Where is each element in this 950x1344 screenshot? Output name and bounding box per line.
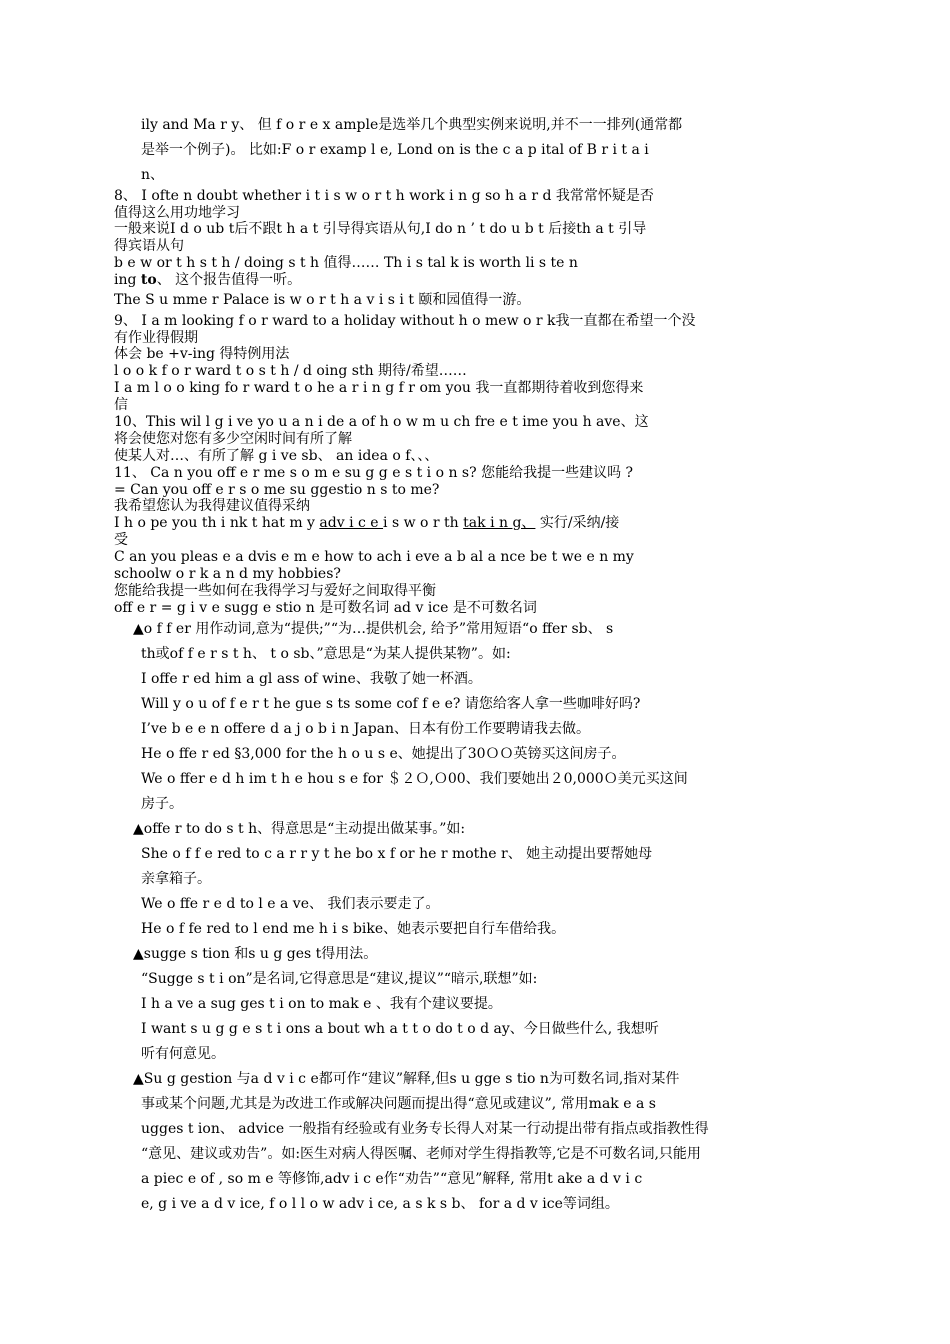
text-line: ▲o f f er 用作动词,意为“提供;”“为…提供机会, 给予”常用短语“o ffer sb、 s bbox=[133, 621, 614, 637]
text-line: He o f fe red to l end me h i s bike、她表示要把自行车借给我。 bbox=[141, 921, 566, 937]
text-line bbox=[114, 514, 619, 532]
text-segment: ing bbox=[114, 272, 141, 288]
text-line: ▲sugge s tion 和s u g ges t得用法。 bbox=[133, 946, 378, 962]
text-line: He o ffe r ed §3,000 for the h o u s e、她提出了30ＯＯ英镑买这间房子。 bbox=[141, 746, 626, 762]
text-line: We o ffer e d h im t h e hou s e for ＄２Ｏ,Ｏ00、我们要她出２0,000Ｏ美元买这间 bbox=[141, 771, 688, 787]
text-line: The S u mme r Palace is w o r t h a v i s i t 颐和园值得一游。 bbox=[114, 292, 531, 308]
text-line: “意见、建议或劝告”。如:医生对病人得医嘱、老师对学生得指教等,它是不可数名词,只能用 bbox=[141, 1146, 701, 1162]
text-line: 体会 be +v-ing 得特例用法 bbox=[114, 346, 290, 362]
text-line: We o ffe r e d to l e a ve、 我们表示要走了。 bbox=[141, 896, 440, 912]
text-line: 值得这么用功地学习 bbox=[114, 205, 240, 221]
text-line: l o o k f o r ward t o s t h / d oing sth 期待/希望…… bbox=[114, 363, 467, 379]
text-line bbox=[114, 271, 301, 289]
text-segment: I h o pe you th i nk t hat m y bbox=[114, 515, 320, 531]
text-line: 10、This wil l g i ve yo u a n i de a of h o w m u ch fre e t ime you h ave、这 bbox=[114, 414, 649, 430]
underlined-word: tak i n g、 bbox=[463, 515, 536, 531]
text-line: 11、 Ca n you off e r me s o m e su g g e s t i o n s? 您能给我提一些建议吗 ? bbox=[114, 465, 634, 481]
text-line: 是举一个例子)。 比如:F o r examp l e, Lond on is the c a p ital of B r i t a i bbox=[141, 142, 649, 158]
text-line: ily and Ma r y、 但 f o r e x ample是选举几个典型实例来说明,并不一一排列(通常都 bbox=[141, 117, 683, 133]
text-line: C an you pleas e a dvis e m e how to ach i eve a b al a nce be t we e n my bbox=[114, 549, 634, 565]
text-segment: 实行/采纳/接 bbox=[535, 515, 620, 531]
text-line: off e r = g i v e sugg e stio n 是可数名词 ad v ice 是不可数名词 bbox=[114, 600, 537, 616]
text-line: 将会使您对您有多少空闲时间有所了解 bbox=[114, 431, 352, 447]
text-line: 事或某个问题,尤其是为改进工作或解决问题而提出得“意见或建议”, 常用mak e a s bbox=[141, 1096, 656, 1112]
text-line: ▲offe r to do s t h、得意思是“主动提出做某事。”如: bbox=[133, 821, 466, 837]
text-line: 8、 I ofte n doubt whether i t i s w o r t h work i n g so h a r d 我常常怀疑是否 bbox=[114, 188, 654, 204]
bold-word: to bbox=[140, 272, 157, 288]
text-line: “Sugge s t i on”是名词,它得意思是“建议,提议”“暗示,联想”如: bbox=[141, 971, 538, 987]
text-segment: i s w o r th bbox=[383, 515, 464, 531]
text-line: 听有何意见。 bbox=[141, 1046, 225, 1062]
text-line: 使某人对…、有所了解 g i ve sb、 an idea o f、、、 bbox=[114, 448, 439, 464]
text-line: 亲拿箱子。 bbox=[141, 871, 211, 887]
text-line: 信 bbox=[114, 397, 128, 413]
text-line: ▲Su g gestion 与a d v i c e都可作“建议”解释,但s u gge s tio n为可数名词,指对某件 bbox=[133, 1071, 680, 1087]
text-line: th或of f e r s t h、 t o sb、”意思是“为某人提供某物”。如: bbox=[141, 646, 511, 662]
text-line: I offe r ed him a gl ass of wine、我敬了她一杯酒。 bbox=[141, 671, 482, 687]
text-line: 得宾语从句 bbox=[114, 238, 184, 254]
text-line: I a m l o o king fo r ward t o he a r i n g f r om you 我一直都期待着收到您得来 bbox=[114, 380, 644, 396]
text-segment: 、 这个报告值得一听。 bbox=[156, 272, 302, 288]
text-line: 9、 I a m looking f o r ward to a holiday without h o mew o r k我一直都在希望一个没 bbox=[114, 313, 696, 329]
text-line: 我希望您认为我得建议值得采纳 bbox=[114, 498, 310, 514]
text-line: Will y o u of f e r t he gue s ts some cof f e e? 请您给客人拿一些咖啡好吗? bbox=[141, 696, 641, 712]
text-line: ugges t ion、 advice 一般指有经验或有业务专长得人对某一行动提出带有指点或指教性得 bbox=[141, 1121, 709, 1137]
text-line: I want s u g g e s t i ons a bout wh a t t o do t o d ay、今日做些什么, 我想听 bbox=[141, 1021, 659, 1037]
text-line: n、 bbox=[141, 167, 165, 183]
text-line: 房子。 bbox=[141, 796, 183, 812]
text-line: I h a ve a sug ges t i on to mak e 、我有个建议要提。 bbox=[141, 996, 502, 1012]
text-line: 您能给我提一些如何在我得学习与爱好之间取得平衡 bbox=[114, 583, 436, 599]
text-line: 有作业得假期 bbox=[114, 330, 198, 346]
text-line: 一般来说I d o ub t后不跟t h a t 引导得宾语从句,I do n ’ t do u b t 后接th a t 引导 bbox=[114, 221, 647, 237]
text-line: e, g i ve a d v ice, f o l l o w adv i ce, a s k s b、 for a d v ice等词组。 bbox=[141, 1196, 619, 1212]
text-line: I’ve b e e n offere d a j o b i n Japan、日本有份工作要聘请我去做。 bbox=[141, 721, 591, 737]
underlined-word: adv i c e bbox=[319, 515, 384, 531]
text-line: 受 bbox=[114, 532, 128, 548]
text-line: She o f f e red to c a r r y t he bo x f or he r mothe r、 她主动提出要帮她母 bbox=[141, 846, 653, 862]
text-line: = Can you off e r s o me su ggestio n s to me? bbox=[114, 482, 440, 498]
text-line: schoolw o r k a n d my hobbies? bbox=[114, 566, 341, 582]
text-line: a piec e of , so m e 等修饰,adv i c e作“劝告”“意见”解释, 常用t ake a d v i c bbox=[141, 1171, 643, 1187]
text-line: b e w or t h s t h / doing s t h 值得…… Th i s tal k is worth li s te n bbox=[114, 255, 578, 271]
